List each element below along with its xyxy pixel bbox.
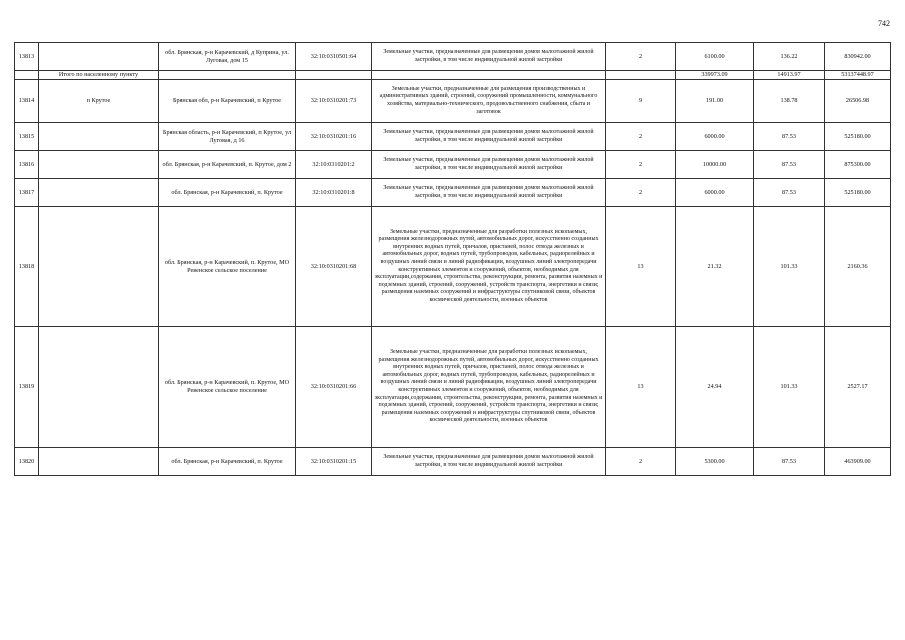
table-row [15,207,891,327]
group-cell: 2 [606,151,676,179]
value-cell: 26506.98 [825,80,891,123]
address-cell: обл. Брянская, р-н Карачевский, п. Крутое, МО Ревенское сельское поселение [159,207,296,327]
price-cell: 87.53 [754,179,825,207]
land-use-cell: Земельные участки, предназначенные для размещения производственных и административных зданий, строений, сооружений промышленности, коммунального хозяйства, материально-технического, продовольственного снабжения, сбыта и заготовок [372,80,606,123]
group-cell: 2 [606,123,676,151]
land-use-cell: Земельные участки, предназначенные для разработки полезных ископаемых, размещения железнодорожных путей, автомобильных дорог, искусственно созданных внутренних водных путей, причалов, пристаней, полос отвода железных и автомобильных дорог, водных путей, трубопроводов, кабельных, радиорелейных и воздушных линий связи и линий радиофикации, воздушных линий электропередачи конструктивных элементов и сооружений, объектов, необходимых для эксплуатации,содержания, строительства, реконструкции, ремонта, развития наземных и подземных зданий, строений, сооружений, устройств транспорта, энергетики и связи; размещения наземных сооружений и инфраструктуры спутниковой связи, объектов космической деятельности, военных объектов [372,327,606,448]
cadastral-number-cell: 32:10:0310201:66 [296,327,372,448]
table-row [15,327,891,448]
cadastral-number-cell: 32:10:0310201:68 [296,207,372,327]
value-cell: 525180.00 [825,123,891,151]
settlement-name: п Крутое [39,80,159,123]
land-use-cell: Земельные участки, предназначенные для разработки полезных ископаемых, размещения железнодорожных путей, автомобильных дорог, искусственно созданных внутренних водных путей, причалов, пристаней, полос отвода железных и автомобильных дорог, водных путей, трубопроводов, кабельных, радиорелейных и воздушных линий связи и линий радиофикации, воздушных линий электропередачи конструктивных элементов и сооружений, объектов, необходимых для эксплуатации,содержания, строительства, реконструкции, ремонта, развития наземных и подземных зданий, строений, сооружений, устройств транспорта, энергетики и связи; размещения наземных сооружений и инфраструктуры спутниковой связи, объектов космической деятельности, военных объектов [372,207,606,327]
area-cell: 6000.00 [676,179,754,207]
total-area: 339973.09 [676,71,754,80]
address-cell: обл. Брянская, р-н Карачевский, п. Крутое [159,448,296,476]
price-cell: 87.53 [754,448,825,476]
address-cell: обл. Брянская, р-н Карачевский, п. Крутое, МО Ревенское сельское поселение [159,327,296,448]
value-cell: 2160.36 [825,207,891,327]
row-number: 13813 [15,43,39,71]
cadastral-number-cell: 32:10:0310201:15 [296,448,372,476]
price-cell: 87.53 [754,123,825,151]
cadastral-number-cell: 32:10:0310201:16 [296,123,372,151]
address-cell: Брянская обл, р-н Карачевский, п Крутое [159,80,296,123]
group-cell: 9 [606,80,676,123]
land-use-cell: Земельные участки, предназначенные для размещения домов малоэтажной жилой застройки, в том числе индивидуальной жилой застройки [372,448,606,476]
row-number: 13817 [15,179,39,207]
value-cell: 875300.00 [825,151,891,179]
table-row [15,448,891,476]
value-cell: 525180.00 [825,179,891,207]
cadastral-number-cell: 32:10:0310201:8 [296,179,372,207]
value-cell: 830942.00 [825,43,891,71]
area-cell: 6000.00 [676,123,754,151]
table-row [15,43,891,71]
land-use-cell: Земельные участки, предназначенные для размещения домов малоэтажной жилой застройки, в том числе индивидуальной жилой застройки [372,123,606,151]
total-value: 53137448.97 [825,71,891,80]
price-cell: 101.33 [754,207,825,327]
address-cell: обл. Брянская, р-н Карачевский, п. Крутое, дом 2 [159,151,296,179]
group-cell: 13 [606,207,676,327]
total-price: 14913.97 [754,71,825,80]
area-cell: 24.94 [676,327,754,448]
price-cell: 138.78 [754,80,825,123]
cadastral-number-cell: 32:10:0310501:64 [296,43,372,71]
area-cell: 191.00 [676,80,754,123]
price-cell: 136.22 [754,43,825,71]
group-cell: 2 [606,43,676,71]
value-cell: 2527.17 [825,327,891,448]
total-label: Итого по населенному пункту [39,71,159,80]
land-use-cell: Земельные участки, предназначенные для размещения домов малоэтажной жилой застройки, в том числе индивидуальной жилой застройки [372,43,606,71]
cadastral-number-cell: 32:10:0310201:73 [296,80,372,123]
price-cell: 101.33 [754,327,825,448]
cadastral-value-table [14,42,891,476]
row-number: 13814 [15,80,39,123]
address-cell: Брянская область, р-н Карачевский, п Крутое, ул Луговая, д 16 [159,123,296,151]
cadastral-number-cell: 32:10:0310201:2 [296,151,372,179]
address-cell: обл. Брянская, р-н Карачевский, д Куприна, ул. Луговая, дом 15 [159,43,296,71]
row-number: 13819 [15,327,39,448]
value-cell: 463909.00 [825,448,891,476]
row-number: 13820 [15,448,39,476]
area-cell: 10000.00 [676,151,754,179]
table-row [15,80,891,123]
land-use-cell: Земельные участки, предназначенные для размещения домов малоэтажной жилой застройки, в том числе индивидуальной жилой застройки [372,151,606,179]
area-cell: 6100.00 [676,43,754,71]
address-cell: обл. Брянская, р-н Карачевский, п. Крутое [159,179,296,207]
table-row [15,123,891,151]
group-cell: 2 [606,179,676,207]
table-row [15,151,891,179]
row-number: 13815 [15,123,39,151]
page-number: 742 [878,19,890,28]
row-number: 13818 [15,207,39,327]
group-cell: 13 [606,327,676,448]
land-use-cell: Земельные участки, предназначенные для размещения домов малоэтажной жилой застройки, в том числе индивидуальной жилой застройки [372,179,606,207]
area-cell: 5300.00 [676,448,754,476]
row-number: 13816 [15,151,39,179]
price-cell: 87.53 [754,151,825,179]
total-row [15,71,891,80]
table-row [15,179,891,207]
group-cell: 2 [606,448,676,476]
area-cell: 21.32 [676,207,754,327]
